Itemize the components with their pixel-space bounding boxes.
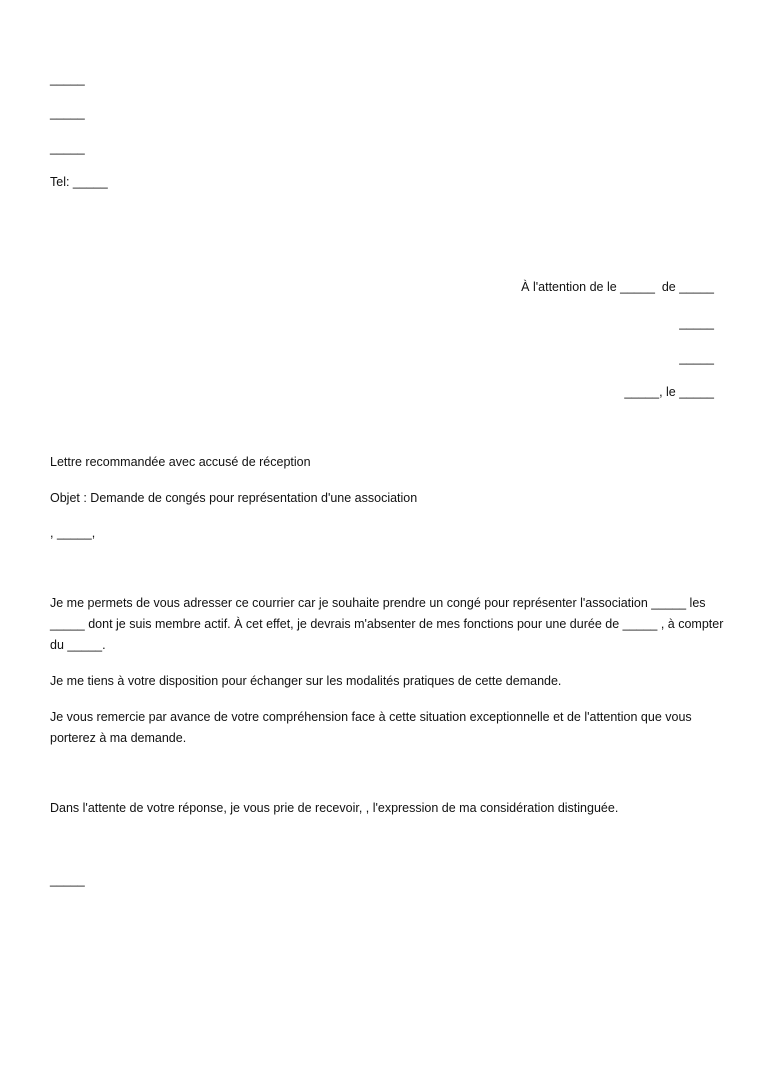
- place-and-date: _____, le _____: [624, 385, 714, 399]
- salutation: , _____,: [50, 526, 96, 540]
- sender-address-blank: _____: [50, 106, 85, 120]
- sender-phone: Tel: _____: [50, 175, 108, 189]
- signature-blank: _____: [50, 873, 85, 887]
- recipient-city-blank: _____: [679, 351, 714, 365]
- body-paragraph-2: Je me tiens à votre disposition pour échanger sur les modalités pratiques de cette demande.: [50, 674, 562, 688]
- sender-name-blank: _____: [50, 72, 85, 86]
- body-paragraph-3: Je vous remercie par avance de votre compréhension face à cette situation exceptionnelle et de l'attention que vous porterez à ma demande.: [50, 710, 692, 745]
- closing-formula: Dans l'attente de votre réponse, je vous prie de recevoir, , l'expression de ma considération distinguée.: [50, 801, 619, 815]
- sender-city-blank: _____: [50, 141, 85, 155]
- letter-subject: Objet : Demande de congés pour représentation d'une association: [50, 491, 418, 505]
- delivery-mode: Lettre recommandée avec accusé de réception: [50, 455, 311, 469]
- body-paragraph-1: Je me permets de vous adresser ce courrier car je souhaite prendre un congé pour représenter l'association _____ les _____ dont je suis membre actif. À cet effet, je devrais m'absenter de mes fonctions pour une durée de _____ , à compter du _____.: [50, 596, 724, 652]
- recipient-attention: À l'attention de le _____ de _____: [521, 280, 714, 294]
- recipient-address-blank: _____: [679, 316, 714, 330]
